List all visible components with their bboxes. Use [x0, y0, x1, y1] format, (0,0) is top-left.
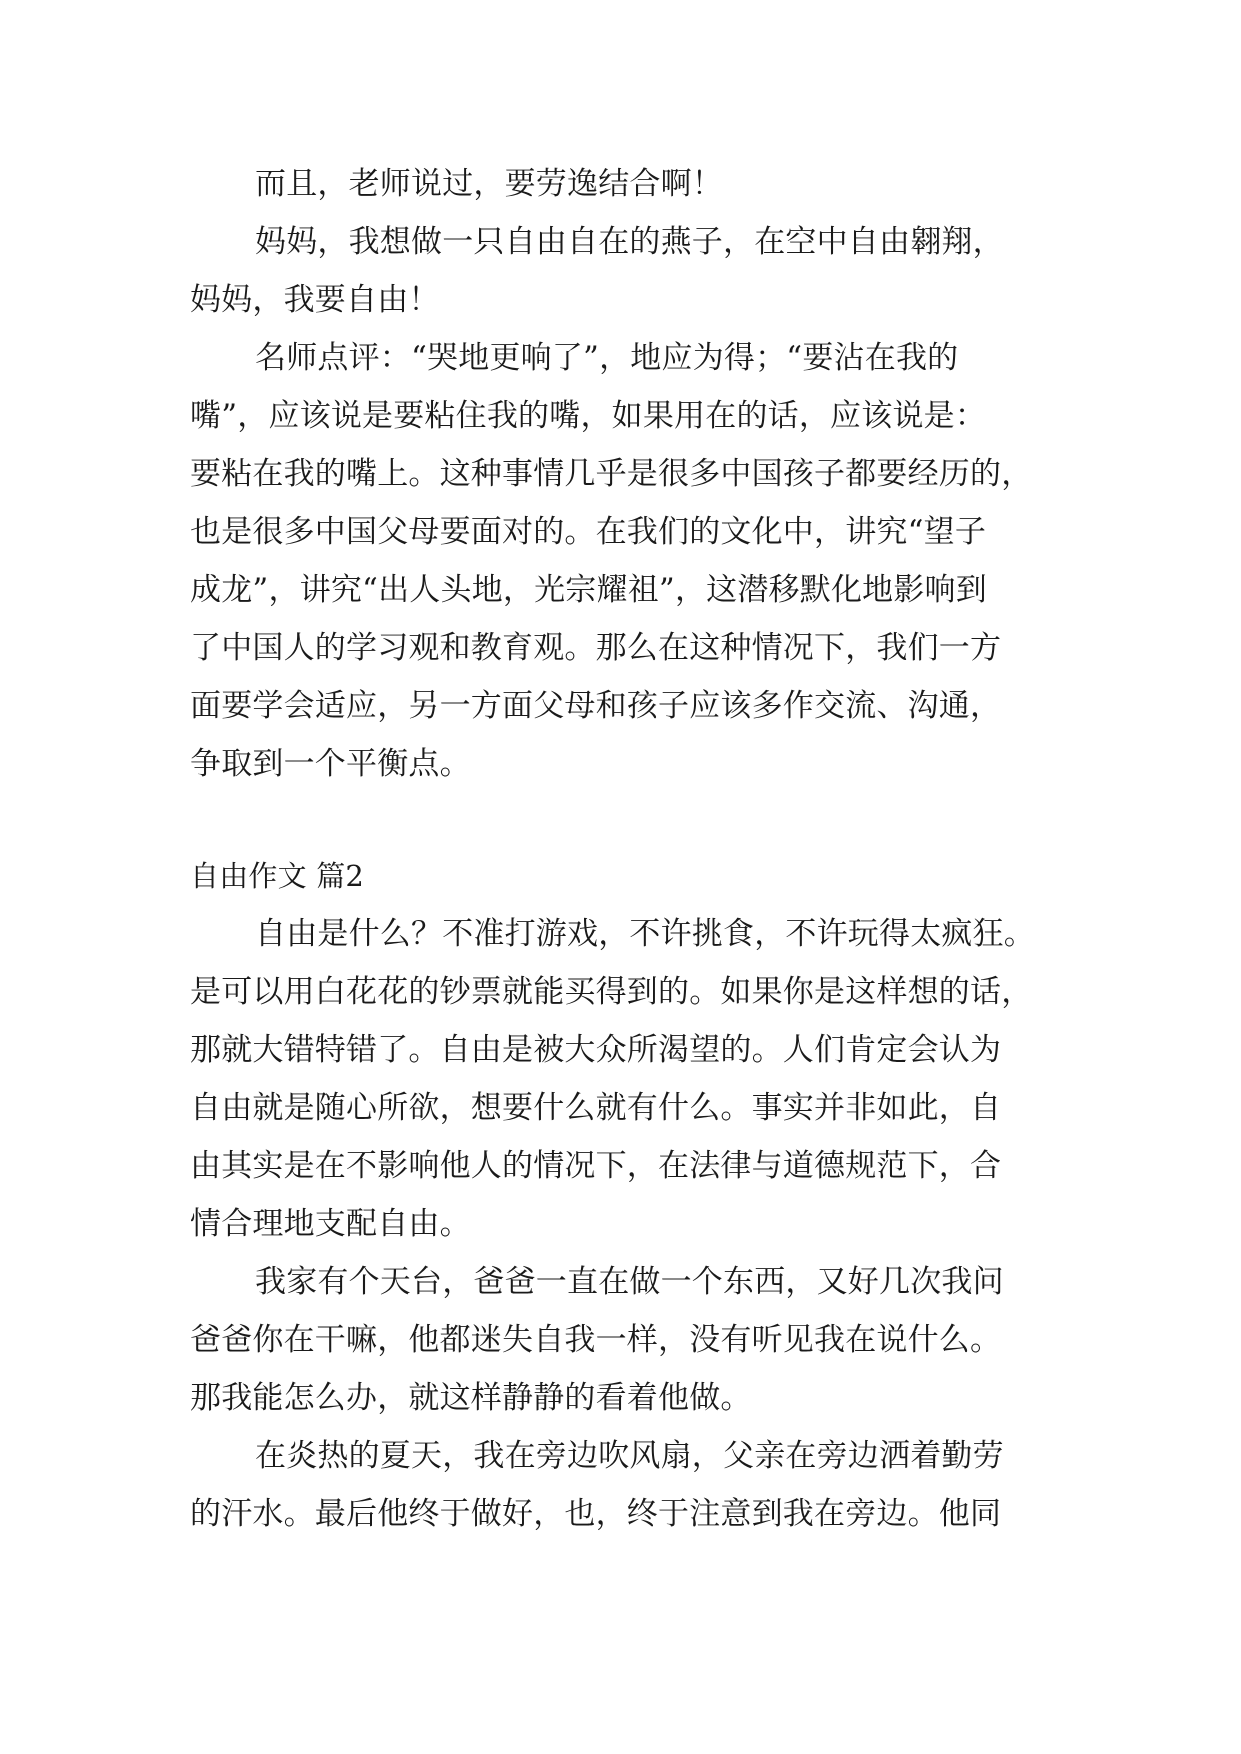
paragraph-line: 了中国人的学习观和教育观。那么在这种情况下，我们一方: [190, 630, 1002, 666]
paragraph-line: 而且，老师说过，要劳逸结合啊！: [255, 166, 723, 202]
paragraph-line: 由其实是在不影响他人的情况下，在法律与道德规范下，合: [190, 1148, 1002, 1184]
paragraph-line: 妈妈，我要自由！: [190, 282, 440, 318]
paragraph-line: 要粘在我的嘴上。这种事情几乎是很多中国孩子都要经历的，: [190, 456, 1033, 492]
paragraph-line: 妈妈，我想做一只自由自在的燕子，在空中自由翱翔，: [255, 224, 1004, 260]
paragraph-line: 嘴”，应该说是要粘住我的嘴，如果用在的话，应该说是：: [190, 398, 987, 434]
paragraph-line: 是可以用白花花的钞票就能买得到的。如果你是这样想的话，: [190, 974, 1033, 1010]
paragraph-line: 自由是什么？不准打游戏，不许挑食，不许玩得太疯狂。: [255, 916, 1035, 952]
paragraph-line: 也是很多中国父母要面对的。在我们的文化中，讲究“望子: [190, 514, 987, 550]
paragraph-line: 在炎热的夏天，我在旁边吹风扇，父亲在旁边洒着勤劳: [255, 1438, 1004, 1474]
paragraph-line: 成龙”，讲究“出人头地，光宗耀祖”，这潜移默化地影响到: [190, 572, 987, 608]
paragraph-line: 那就大错特错了。自由是被大众所渴望的。人们肯定会认为: [190, 1032, 1002, 1068]
paragraph-line: 面要学会适应，另一方面父母和孩子应该多作交流、沟通，: [190, 688, 1002, 724]
paragraph-line: 的汗水。最后他终于做好，也，终于注意到我在旁边。他同: [190, 1496, 1002, 1532]
paragraph-line: 自由就是随心所欲，想要什么就有什么。事实并非如此，自: [190, 1090, 1002, 1126]
section-heading: 自由作文 篇2: [190, 859, 365, 893]
paragraph-line: 我家有个天台，爸爸一直在做一个东西，又好几次我问: [255, 1264, 1004, 1300]
paragraph-line: 情合理地支配自由。: [190, 1206, 471, 1242]
paragraph-line: 爸爸你在干嘛，他都迷失自我一样，没有听见我在说什么。: [190, 1322, 1002, 1358]
paragraph-line: 名师点评：“哭地更响了”，地应为得；“要沾在我的: [255, 340, 959, 376]
paragraph-line: 那我能怎么办，就这样静静的看着他做。: [190, 1380, 752, 1416]
paragraph-line: 争取到一个平衡点。: [190, 746, 471, 782]
